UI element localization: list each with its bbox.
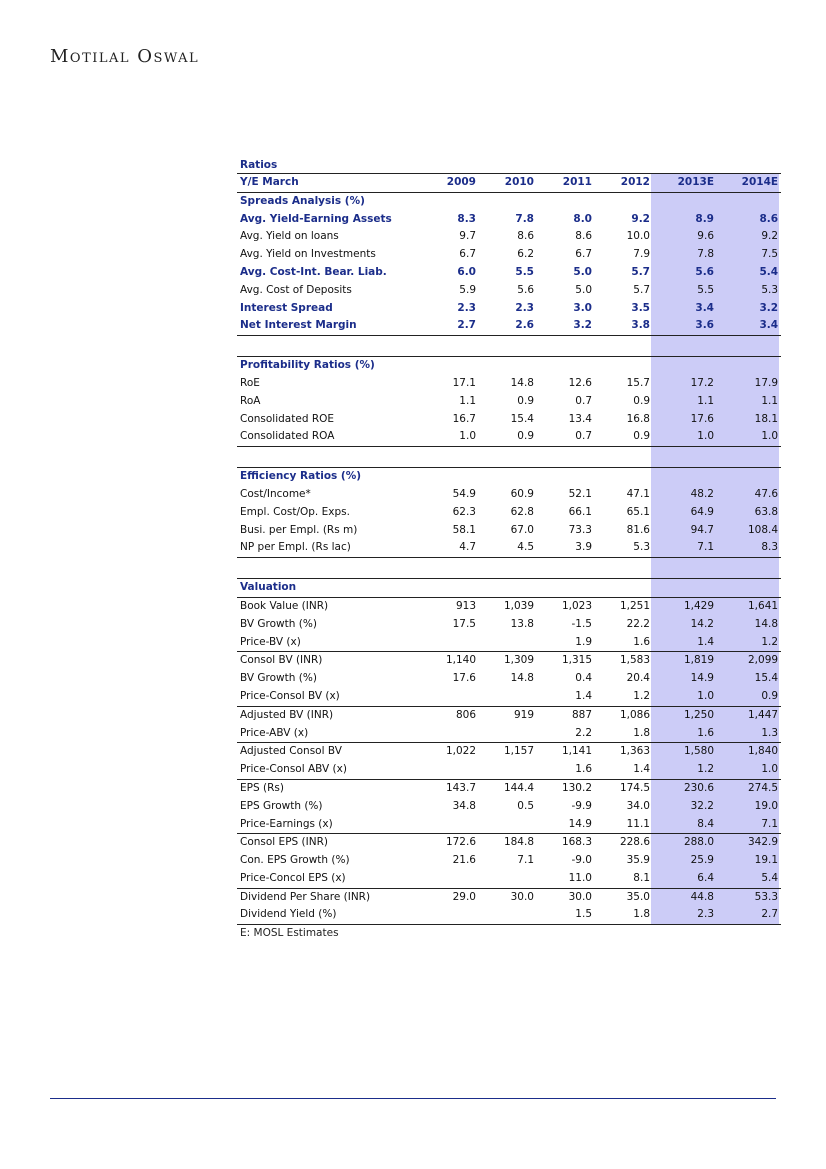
value-cell: 3.9 [537,539,595,557]
value-cell: 17.6 [690,412,714,425]
value-cell [421,906,479,924]
table-row [237,834,781,852]
value-cell: 1,580 [653,743,717,761]
value-cell: 13.4 [568,412,592,425]
value-cell: 1,840 [717,743,781,761]
value-cell: 34.0 [626,799,650,812]
value-cell: 8.1 [633,871,650,884]
value-cell: 64.9 [690,505,714,518]
value-cell: 48.2 [690,487,714,500]
value-cell: 913 [421,597,479,615]
table-row [237,798,781,816]
value-cell: 14.2 [690,617,714,630]
table-row [237,906,781,924]
value-cell: 1.0 [717,428,781,446]
table-row [237,522,781,540]
value-cell: 5.6 [695,265,714,278]
row-label: Price-Consol ABV (x) [240,763,347,776]
value-cell: 5.7 [633,283,650,296]
row-label: Avg. Cost-Int. Bear. Liab. [240,265,387,278]
value-cell: 228.6 [595,834,653,852]
value-cell: 1,250 [653,706,717,724]
value-cell: 2.7 [421,317,479,335]
value-cell: 7.8 [697,248,714,261]
value-cell: 16.7 [452,412,476,425]
value-cell [479,761,537,779]
value-cell: 1.5 [537,906,595,924]
value-cell: 81.6 [626,523,650,536]
table-row [237,852,781,870]
table-row [237,300,781,318]
value-cell: 6.2 [517,248,534,261]
value-cell: 1.6 [575,763,592,776]
row-label: RoA [240,394,261,407]
value-cell [479,816,537,834]
row-label: Cost/Income* [240,487,311,500]
value-cell: 13.8 [510,617,534,630]
value-cell: 1,157 [479,743,537,761]
value-cell: 8.0 [573,212,592,225]
value-cell: 1.1 [459,394,476,407]
value-cell: 230.6 [653,779,717,797]
value-cell: 806 [421,706,479,724]
row-label: Avg. Cost of Deposits [240,283,352,296]
value-cell: 1.0 [421,428,479,446]
header-label: Y/E March [237,174,421,193]
row-label: Consolidated ROA [237,428,421,446]
value-cell: 172.6 [421,834,479,852]
row-label: Book Value (INR) [237,597,421,615]
table-row [237,688,781,706]
value-cell: 5.5 [515,265,534,278]
section-spacer [237,447,781,468]
value-cell: 1.4 [697,635,714,648]
value-cell: 274.5 [717,779,781,797]
value-cell: 19.1 [754,854,779,867]
value-cell: 1,039 [479,597,537,615]
value-cell: 9.2 [631,212,650,225]
value-cell: 2.3 [457,301,476,314]
value-cell: 7.1 [517,854,534,867]
value-cell: 9.7 [459,230,476,243]
value-cell: 60.9 [510,487,534,500]
value-cell: 62.3 [452,505,476,518]
value-cell: 5.4 [759,265,779,278]
value-cell: 14.9 [690,672,714,685]
value-cell: 5.3 [761,283,779,296]
value-cell: 2,099 [717,652,781,670]
row-label: Avg. Yield on Investments [240,248,376,261]
value-cell [479,870,537,888]
table-row [237,870,781,888]
row-label: EPS Growth (%) [240,799,323,812]
value-cell: 32.2 [690,799,714,812]
value-cell: 7.5 [761,248,779,261]
table-row [237,282,781,300]
value-cell: 1.0 [697,689,714,702]
value-cell: 15.7 [626,376,650,389]
value-cell: 44.8 [653,888,717,906]
row-label: NP per Empl. (Rs lac) [237,539,421,557]
table-title: Ratios [240,159,278,171]
value-cell: 1,641 [717,597,781,615]
table-row [237,706,781,724]
value-cell: 0.7 [575,394,592,407]
row-label: Con. EPS Growth (%) [240,854,350,867]
value-cell: 2.7 [717,906,781,924]
value-cell: 8.4 [697,817,714,830]
table-row [237,779,781,797]
value-cell: 62.8 [510,505,534,518]
table-row [237,539,781,557]
value-cell [421,761,479,779]
value-cell: 1,429 [653,597,717,615]
value-cell: 5.0 [573,265,592,278]
year-header: 2011 [537,174,595,193]
row-label: Consolidated ROE [240,412,335,425]
value-cell: 58.1 [452,523,476,536]
value-cell: 3.4 [717,317,781,335]
value-cell: 65.1 [626,505,650,518]
value-cell: 1,022 [421,743,479,761]
table-row [237,652,781,670]
value-cell: 1.8 [595,906,653,924]
value-cell: 4.5 [479,539,537,557]
value-cell: -9.9 [571,799,592,812]
section-title: Valuation [237,579,781,598]
value-cell: 7.8 [515,212,534,225]
value-cell: 1.1 [697,394,714,407]
ratios-table [237,158,781,925]
value-cell: 17.6 [452,672,476,685]
value-cell: 1.2 [761,635,779,648]
value-cell: 21.6 [452,854,476,867]
value-cell: 2.6 [479,317,537,335]
section-title: Efficiency Ratios (%) [237,468,781,486]
value-cell: 14.9 [568,817,592,830]
value-cell: 9.2 [761,230,779,243]
value-cell: 2.2 [575,726,592,739]
value-cell: 3.2 [537,317,595,335]
value-cell: 3.0 [573,301,592,314]
value-cell: 6.7 [459,248,476,261]
value-cell: 15.4 [510,412,534,425]
value-cell: 2.3 [653,906,717,924]
year-header: 2010 [479,174,537,193]
value-cell: 34.8 [452,799,476,812]
table-row [237,246,781,264]
value-cell: 130.2 [537,779,595,797]
value-cell: 184.8 [479,834,537,852]
year-header: 2014E [717,174,781,193]
value-cell: 3.6 [653,317,717,335]
value-cell: 6.0 [457,265,476,278]
value-cell: 4.7 [421,539,479,557]
value-cell: 1.0 [761,763,779,776]
value-cell: 5.9 [459,283,476,296]
row-label: Adjusted BV (INR) [237,706,421,724]
value-cell: 174.5 [595,779,653,797]
table-row [237,317,781,335]
value-cell: 25.9 [690,854,714,867]
value-cell: 1.4 [575,689,592,702]
value-cell [421,725,479,743]
table-row [237,634,781,652]
value-cell: 1.4 [633,763,650,776]
row-label: Avg. Yield on loans [240,230,339,243]
value-cell: 1.9 [575,635,592,648]
value-cell: 2.3 [515,301,534,314]
row-label: Price-Earnings (x) [240,817,333,830]
value-cell: 5.7 [631,265,650,278]
value-cell: 94.7 [690,523,714,536]
value-cell: 5.4 [761,871,779,884]
value-cell: 14.8 [510,376,534,389]
value-cell: 0.9 [595,428,653,446]
value-cell: 1.2 [697,763,714,776]
table-row [237,743,781,761]
table-row [237,228,781,246]
value-cell: 1,819 [653,652,717,670]
value-cell: 1.8 [633,726,650,739]
value-cell [479,688,537,706]
table-row [237,411,781,429]
value-cell: 0.9 [517,394,534,407]
table-row [237,375,781,393]
value-cell: 1,086 [595,706,653,724]
row-label: Price-BV (x) [240,635,301,648]
value-cell [479,725,537,743]
value-cell: 0.5 [517,799,534,812]
year-header: 2013E [653,174,717,193]
value-cell: 1,315 [537,652,595,670]
value-cell: 1.1 [761,394,779,407]
value-cell: 67.0 [510,523,534,536]
row-label: BV Growth (%) [240,672,317,685]
value-cell: 8.3 [717,539,781,557]
row-label: Price-ABV (x) [240,726,309,739]
table-row [237,486,781,504]
spacer-cell [237,558,781,579]
value-cell: 17.5 [452,617,476,630]
row-label: Consol EPS (INR) [237,834,421,852]
value-cell: 20.4 [626,672,650,685]
row-label: Dividend Yield (%) [237,906,421,924]
value-cell: 29.0 [421,888,479,906]
value-cell: 1.6 [633,635,650,648]
footnote: E: MOSL Estimates [240,927,339,940]
table-row [237,504,781,522]
header-row [237,174,781,193]
value-cell: 288.0 [653,834,717,852]
value-cell [479,906,537,924]
value-cell: 6.7 [575,248,592,261]
value-cell: 919 [479,706,537,724]
table-row [237,428,781,446]
section-title-row [237,579,781,598]
value-cell: 30.0 [479,888,537,906]
value-cell: 53.3 [717,888,781,906]
row-label: Avg. Yield-Earning Assets [240,212,392,225]
value-cell: 8.6 [759,212,779,225]
row-label: Interest Spread [240,301,333,314]
value-cell: 73.3 [568,523,592,536]
table-row [237,393,781,411]
value-cell: 17.9 [754,376,779,389]
row-label: Price-Concol EPS (x) [240,871,346,884]
value-cell: 3.4 [695,301,714,314]
spacer-cell [237,447,781,468]
ratios-table-container [237,158,779,941]
value-cell: 66.1 [568,505,592,518]
value-cell: 887 [537,706,595,724]
value-cell: 54.9 [452,487,476,500]
section-title: Spreads Analysis (%) [240,194,365,207]
value-cell: 47.1 [626,487,650,500]
value-cell: -9.0 [571,854,592,867]
value-cell: 5.0 [575,283,592,296]
value-cell: 1.0 [653,428,717,446]
value-cell: 3.8 [595,317,653,335]
value-cell: 168.3 [537,834,595,852]
value-cell: 1,583 [595,652,653,670]
value-cell: 8.6 [517,230,534,243]
value-cell [421,634,479,652]
value-cell: 8.9 [695,212,714,225]
table-row [237,816,781,834]
row-label: Dividend Per Share (INR) [237,888,421,906]
value-cell: 5.5 [697,283,714,296]
row-label: BV Growth (%) [240,617,317,630]
value-cell: 143.7 [421,779,479,797]
table-row [237,761,781,779]
section-title: Profitability Ratios (%) [237,357,781,375]
year-header: 2012 [595,174,653,193]
value-cell: 14.8 [510,672,534,685]
value-cell: 8.6 [575,230,592,243]
row-label: Busi. per Empl. (Rs m) [240,523,358,536]
table-row [237,888,781,906]
value-cell: -1.5 [571,617,592,630]
value-cell: 12.6 [568,376,592,389]
table-row [237,670,781,688]
value-cell: 14.8 [754,617,779,630]
value-cell: 16.8 [626,412,650,425]
row-label: Consol BV (INR) [237,652,421,670]
row-label: Net Interest Margin [237,317,421,335]
value-cell: 0.7 [537,428,595,446]
spacer-cell [237,336,781,357]
table-row [237,725,781,743]
value-cell: 52.1 [568,487,592,500]
value-cell [479,634,537,652]
value-cell: 1.6 [697,726,714,739]
value-cell: 19.0 [754,799,779,812]
row-label: EPS (Rs) [237,779,421,797]
value-cell: 1,141 [537,743,595,761]
value-cell: 11.0 [568,871,592,884]
page-bottom-rule [50,1098,776,1099]
value-cell: 7.1 [761,817,779,830]
value-cell: 11.1 [626,817,650,830]
value-cell: 1,447 [717,706,781,724]
value-cell: 1,140 [421,652,479,670]
value-cell: 10.0 [626,230,650,243]
value-cell: 144.4 [479,779,537,797]
value-cell: 0.9 [479,428,537,446]
value-cell: 108.4 [748,523,779,536]
value-cell [421,816,479,834]
value-cell: 17.2 [690,376,714,389]
value-cell: 5.6 [517,283,534,296]
value-cell: 1,363 [595,743,653,761]
value-cell: 1,309 [479,652,537,670]
value-cell: 9.6 [697,230,714,243]
section-spacer [237,336,781,357]
value-cell: 18.1 [754,412,779,425]
value-cell: 0.9 [633,394,650,407]
value-cell: 1,023 [537,597,595,615]
row-label: Empl. Cost/Op. Exps. [240,505,350,518]
brand-logo: Motilal Oswal [50,46,200,67]
value-cell: 7.1 [653,539,717,557]
value-cell: 35.0 [595,888,653,906]
value-cell: 0.4 [575,672,592,685]
table-row [237,616,781,634]
value-cell: 22.2 [626,617,650,630]
value-cell: 30.0 [537,888,595,906]
value-cell: 342.9 [717,834,781,852]
section-title-row [237,357,781,375]
value-cell: 1.3 [761,726,779,739]
value-cell: 5.3 [595,539,653,557]
year-header: 2009 [421,174,479,193]
row-label: Adjusted Consol BV [237,743,421,761]
section-title-row [237,468,781,486]
section-spacer [237,558,781,579]
value-cell: 8.3 [457,212,476,225]
value-cell: 17.1 [452,376,476,389]
value-cell: 3.2 [759,301,779,314]
table-row [237,264,781,282]
value-cell: 1.2 [633,689,650,702]
value-cell: 47.6 [754,487,779,500]
value-cell: 0.9 [761,689,779,702]
value-cell: 15.4 [754,672,779,685]
value-cell: 63.8 [754,505,779,518]
row-label: RoE [240,376,260,389]
value-cell [421,870,479,888]
table-row [237,597,781,615]
table-row [237,211,781,229]
section-title-row [237,192,781,210]
value-cell [421,688,479,706]
value-cell: 7.9 [633,248,650,261]
value-cell: 1,251 [595,597,653,615]
value-cell: 3.5 [631,301,650,314]
value-cell: 35.9 [626,854,650,867]
value-cell: 6.4 [697,871,714,884]
row-label: Price-Consol BV (x) [240,689,340,702]
